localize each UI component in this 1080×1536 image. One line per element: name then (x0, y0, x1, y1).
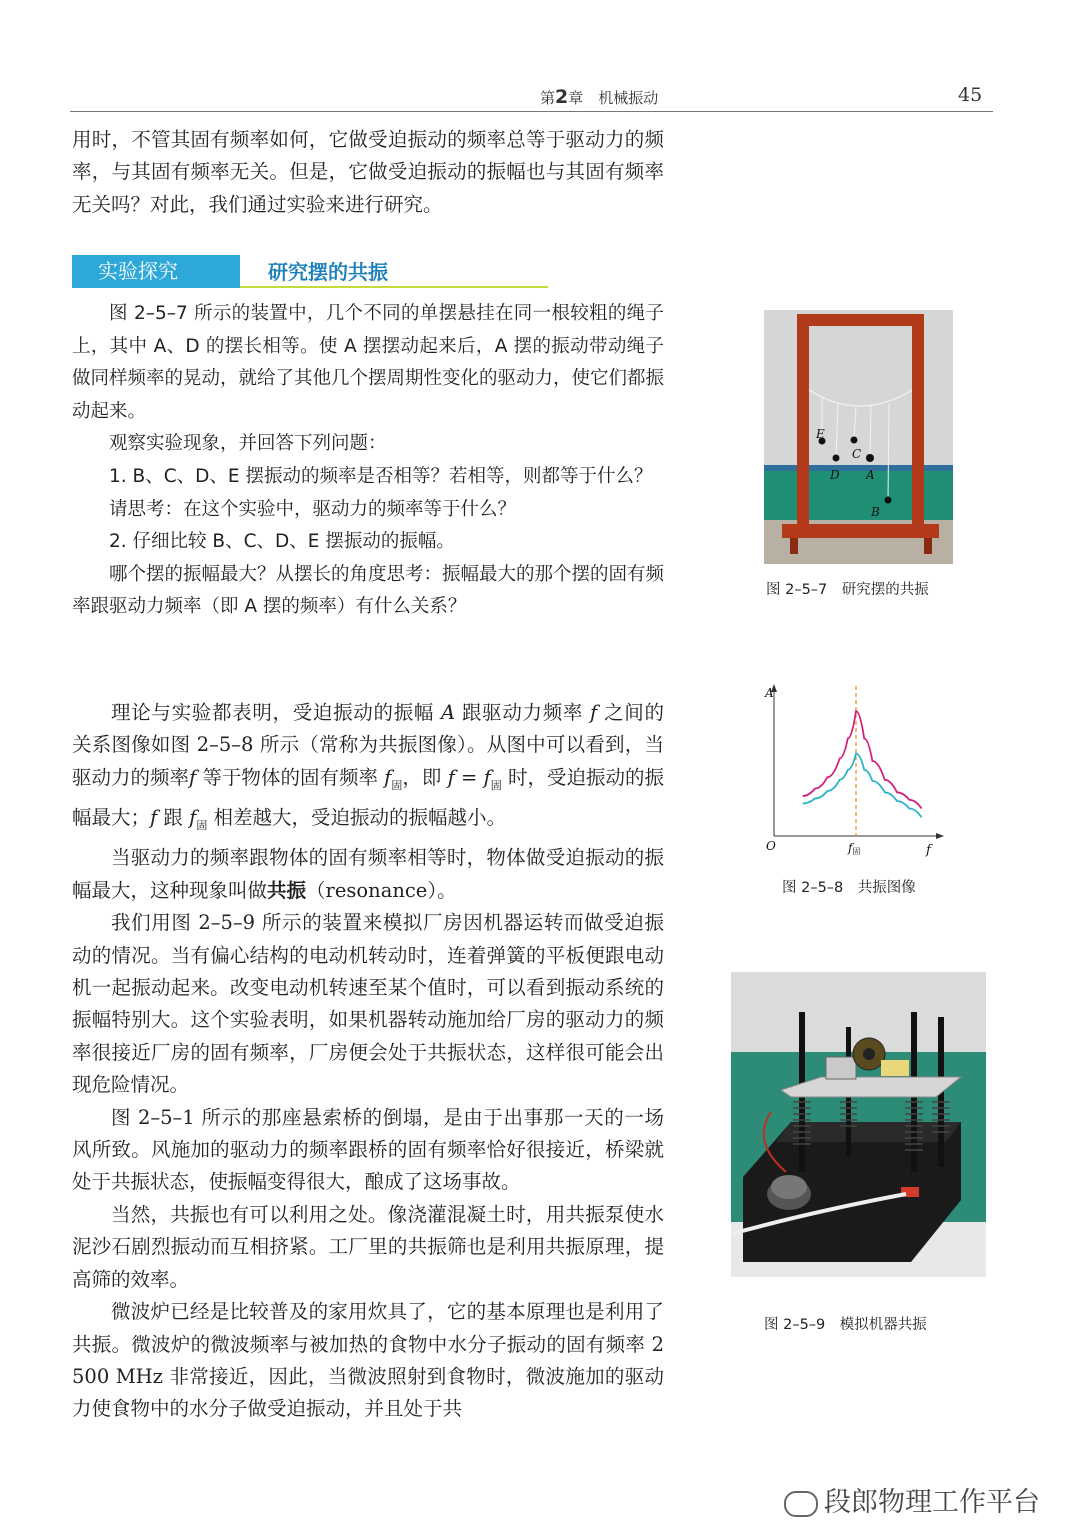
header-rule (70, 111, 993, 112)
figure-caption: 图 2–5–7 研究摆的共振 (766, 582, 929, 598)
body-paragraph: 理论与实验都表明，受迫振动的振幅 A 跟驱动力频率 f 之间的关系图像如图 2–5–8 所示（常称为共振图像）。从图中可以看到，当驱动力的频率f 等于物体的固有频率 $f_固$，即 $f = f_固$ 时，受迫振动的振幅最大；f 跟 $f_固$ 相差越大，受迫振动的振幅越小。 (72, 701, 665, 832)
resonance-chart (762, 678, 952, 862)
body-paragraph: 当驱动力的频率跟物体的固有频率相等时，物体做受迫振动的振幅最大，这种现象叫做共振（resonance）。 (72, 846, 664, 902)
experiment-paragraph: 请思考：在这个实验中，驱动力的频率等于什么？ (109, 498, 517, 520)
experiment-title: 研究摆的共振 (268, 260, 388, 284)
figure-caption: 图 2–5–8 共振图像 (782, 880, 916, 896)
origin-label: O (766, 839, 776, 853)
page-number: 45 (958, 84, 983, 106)
outer-curve (803, 711, 922, 809)
experiment-paragraph: 观察实验现象，并回答下列问题： (109, 433, 387, 455)
peak-label: f固 (848, 841, 861, 856)
chapter-title: 机械振动 (598, 89, 659, 107)
label-E: E (816, 427, 825, 441)
body-paragraph: 图 2–5–1 所示的那座悬索桥的倒塌，是由于出事那一天的一场风所致。风施加的驱动力的频率跟桥的固有频率恰好很接近，桥梁就处于共振状态，使振幅变得很大，酿成了这场事故。 (72, 1105, 664, 1194)
label-B: B (871, 505, 880, 519)
intro-paragraph: 用时，不管其固有频率如何，它做受迫振动的频率总等于驱动力的频率，与其固有频率无关。但是，它做受迫振动的振幅也与其固有频率无关吗？对此，我们通过实验来进行研究。 (72, 128, 664, 216)
experiment-question: 1. B、C、D、E 摆振动的频率是否相等？若相等，则都等于什么？ (109, 465, 653, 487)
experiment-paragraph: 图 2–5–7 所示的装置中，几个不同的单摆悬挂在同一根较粗的绳子上，其中 A、D 的摆长相等。使 A 摆摆动起来后，A 摆的振动带动绳子做同样频率的晃动，就给了其他几个摆周期性变化的驱动力，使它们都振动起来。 (72, 303, 665, 422)
x-axis-arrow (936, 833, 944, 839)
label-D: D (830, 468, 840, 482)
experiment-label: 实验探究 (72, 255, 240, 288)
pendulum-figure (764, 310, 953, 564)
term-resonance: 共振 (267, 878, 307, 902)
chapter-header: 第2章 机械振动 (540, 86, 659, 108)
x-axis-label: f (926, 843, 931, 858)
figure-caption: 图 2–5–9 模拟机器共振 (764, 1317, 927, 1333)
label-A: A (866, 468, 875, 482)
body-paragraph: 微波炉已经是比较普及的家用炊具了，它的基本原理也是利用了共振。微波炉的微波频率与被加热的食物中水分子振动的固有频率 2 500 MHz 非常接近，因此，当微波照射到食物时，微波施加的驱动力使食物中的水分子做受迫振动，并且处于共 (72, 1300, 664, 1421)
label-C: C (852, 447, 862, 461)
body-paragraph: 当然，共振也有可以利用之处。像浇灌混凝土时，用共振泵使水泥沙石剧烈振动而互相挤紧。工厂里的共振筛也是利用共振原理，提高筛的效率。 (72, 1202, 664, 1291)
body-text (72, 697, 664, 1426)
machine-figure (731, 972, 986, 1277)
chat-icon (784, 1491, 818, 1517)
watermark: 段郎物理工作平台 (784, 1480, 1040, 1519)
body-paragraph: 我们用图 2–5–9 所示的装置来模拟厂房因机器运转而做受迫振动的情况。当有偏心结构的电动机转动时，连着弹簧的平板便跟电动机一起振动起来。改变电动机转速至某个值时，可以看到振动系统的振幅特别大。这个实验表明，如果机器转动施加给厂房的驱动力的频率很接近厂房的固有频率，厂房便会处于共振状态，这样很可能会出现危险情况。 (72, 911, 664, 1097)
section-rule (240, 286, 548, 288)
experiment-text (72, 298, 664, 624)
experiment-paragraph: 哪个摆的振幅最大？从摆长的角度思考：振幅最大的那个摆的固有频率跟驱动力频率（即 A 摆的频率）有什么关系？ (72, 563, 665, 618)
experiment-question: 2. 仔细比较 B、C、D、E 摆振动的振幅。 (109, 531, 455, 553)
y-axis-label: A (765, 686, 774, 700)
